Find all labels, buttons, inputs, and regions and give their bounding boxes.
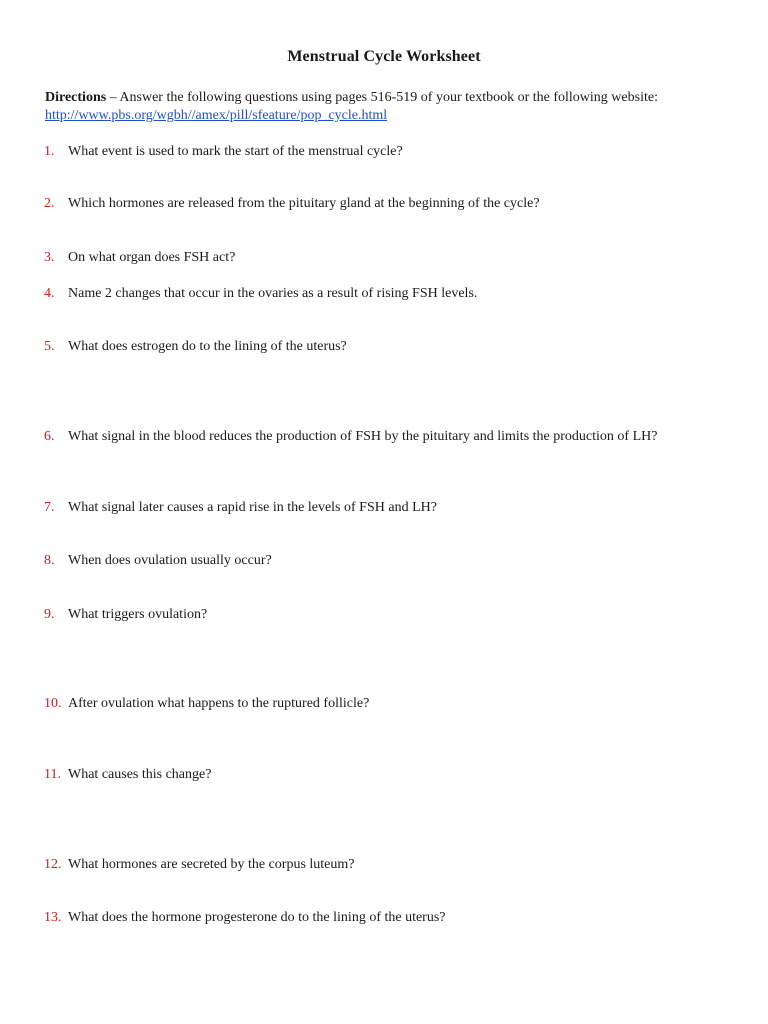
question-text: What causes this change? — [68, 767, 212, 782]
directions-dash: – — [106, 90, 120, 105]
question-number: 4. — [44, 286, 55, 301]
question-11 — [44, 766, 744, 784]
question-number: 12. — [44, 857, 62, 872]
question-number: 3. — [44, 250, 55, 265]
question-number: 7. — [44, 500, 55, 515]
question-text: What does estrogen do to the lining of the uterus? — [68, 339, 347, 354]
question-text: On what organ does FSH act? — [68, 250, 236, 265]
question-number: 9. — [44, 607, 55, 622]
question-number: 6. — [44, 429, 55, 444]
question-number: 1. — [44, 144, 55, 159]
page-title: Menstrual Cycle Worksheet — [287, 48, 481, 65]
question-10 — [44, 695, 744, 713]
question-13 — [44, 909, 744, 927]
directions-block — [45, 89, 745, 125]
question-6 — [44, 428, 744, 446]
question-text: What triggers ovulation? — [68, 607, 208, 622]
question-12 — [44, 856, 744, 874]
question-number: 2. — [44, 196, 55, 211]
directions-label: Directions — [45, 90, 107, 105]
question-text: What signal later causes a rapid rise in the levels of FSH and LH? — [68, 500, 437, 515]
question-text: After ovulation what happens to the ruptured follicle? — [68, 696, 370, 711]
question-9 — [44, 606, 744, 624]
question-number: 8. — [44, 553, 55, 568]
question-5 — [44, 338, 744, 356]
question-1 — [44, 143, 744, 161]
website-link[interactable]: http://www.pbs.org/wgbh//amex/pill/sfeature/pop_cycle.html — [45, 108, 388, 123]
question-number: 10. — [44, 696, 62, 711]
question-2 — [44, 195, 744, 213]
question-number: 13. — [44, 910, 62, 925]
question-text: What hormones are secreted by the corpus luteum? — [68, 857, 355, 872]
question-number: 11. — [44, 767, 61, 782]
directions-text: Answer the following questions using pages 516-519 of your textbook or the following website: — [119, 90, 658, 105]
question-8 — [44, 552, 744, 570]
question-text: Which hormones are released from the pituitary gland at the beginning of the cycle? — [68, 196, 540, 211]
question-7 — [44, 499, 744, 517]
question-text: What signal in the blood reduces the production of FSH by the pituitary and limits the production of LH? — [68, 429, 658, 444]
question-text: When does ovulation usually occur? — [68, 553, 272, 568]
question-text: Name 2 changes that occur in the ovaries as a result of rising FSH levels. — [68, 286, 478, 301]
question-text: What event is used to mark the start of the menstrual cycle? — [68, 144, 403, 159]
question-3 — [44, 249, 744, 267]
question-text: What does the hormone progesterone do to the lining of the uterus? — [68, 910, 446, 925]
question-4 — [44, 285, 744, 303]
question-number: 5. — [44, 339, 55, 354]
